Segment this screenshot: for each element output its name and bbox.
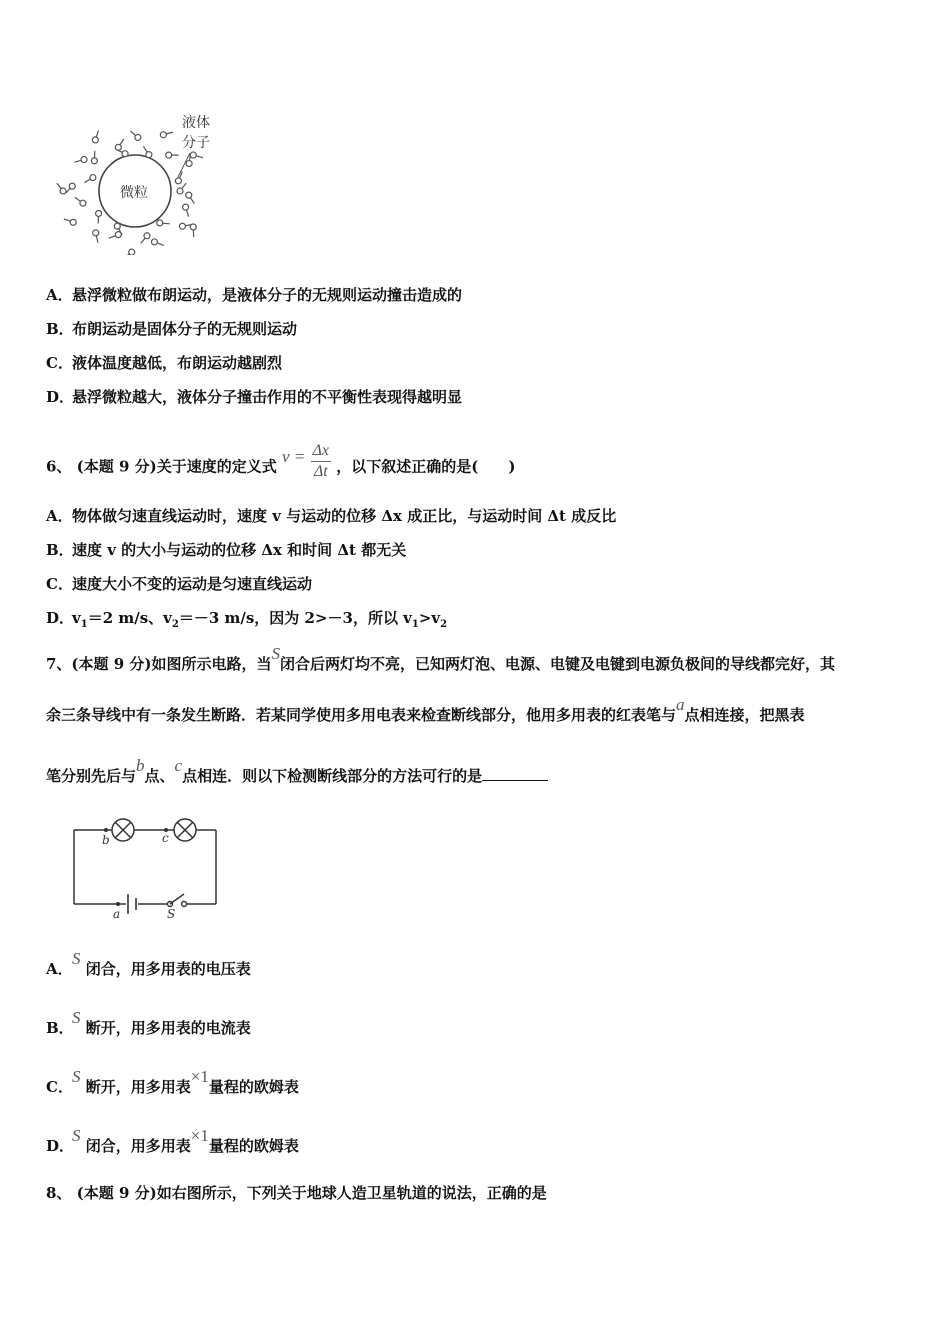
q7-option-d: D．S 闭合，用多用表×1量程的欧姆表 — [46, 1126, 299, 1155]
molecule — [175, 178, 181, 184]
q8-stem: 8、 (本题 9 分)如右图所示，下列关于地球人造卫星轨道的说法，正确的是 — [46, 1184, 547, 1202]
battery — [128, 894, 136, 914]
molecule — [183, 204, 189, 210]
q6-option-c: C．速度大小不变的运动是匀速直线运动 — [46, 575, 313, 593]
molecule — [146, 152, 152, 158]
molecule — [129, 249, 135, 255]
circuit-label-a: a — [113, 907, 121, 921]
switch — [168, 894, 187, 907]
q5-option-a: A．悬浮微粒做布朗运动，是液体分子的无规则运动撞击造成的 — [46, 286, 463, 304]
molecule — [177, 188, 183, 194]
lamp-2 — [174, 819, 196, 841]
molecule — [70, 219, 76, 225]
molecule — [80, 200, 86, 206]
q6-option-b: B．速度 v 的大小与运动的位移 Δx 和时间 Δt 都无关 — [46, 541, 407, 559]
molecule — [115, 144, 121, 150]
molecule — [179, 223, 185, 229]
molecule — [92, 137, 98, 143]
q7-option-b: B．S 断开，用多用表的电流表 — [46, 1008, 251, 1037]
circuit-label-b: b — [102, 833, 110, 847]
molecule — [93, 230, 99, 236]
molecule — [90, 175, 96, 181]
q7-option-c: C．S 断开，用多用表×1量程的欧姆表 — [46, 1067, 299, 1096]
circuit-figure — [66, 812, 241, 922]
answer-blank — [482, 766, 548, 781]
molecule — [157, 220, 163, 226]
molecule — [190, 152, 196, 158]
circuit-label-s: S — [167, 907, 176, 921]
q5-option-b: B．布朗运动是固体分子的无规则运动 — [46, 320, 298, 338]
particle-label: 微粒 — [120, 184, 148, 200]
molecule — [122, 151, 128, 157]
molecule — [135, 135, 141, 141]
q7-stem-line1: 7、(本题 9 分)如图所示电路，当S闭合后两灯均不亮，已知两灯泡、电源、电键及电键到电源负极间的导线都完好，其 — [46, 644, 836, 673]
q5-option-c: C．液体温度越低，布朗运动越剧烈 — [46, 354, 283, 372]
q7-option-a: A．S 闭合，用多用表的电压表 — [46, 949, 251, 978]
liquid-label-2: 分子 — [182, 134, 210, 150]
molecule — [144, 233, 150, 239]
molecule — [81, 157, 87, 163]
molecule — [115, 232, 121, 238]
q6-stem: 6、 (本题 9 分)关于速度的定义式 v = $\frac{\Delta x}{\Delta t}$ ，以下叙述正确的是( ) — [46, 442, 516, 480]
lamp-1 — [112, 819, 134, 841]
molecule — [69, 183, 75, 189]
q6-formula-fraction: $\frac{\Delta x}{\Delta t}$ — [312, 442, 329, 480]
molecule — [186, 161, 192, 167]
q6-option-a: A．物体做匀速直线运动时，速度 v 与运动的位移 Δx 成正比，与运动时间 Δt 成反比 — [46, 507, 617, 525]
circuit-label-c: c — [162, 831, 169, 845]
q6-option-d: D．$v_1=2$ m/s、$v_2=-3$ m/s，因为 2>－3，所以 $v_1>v_2$ — [46, 609, 448, 630]
molecule — [166, 152, 172, 158]
q6-formula-lhs: v = — [281, 446, 306, 466]
brownian-motion-figure — [50, 105, 225, 255]
molecule — [60, 188, 66, 194]
molecule — [114, 223, 120, 229]
q7-stem-line3: 笔分别先后与b点、c点相连．则以下检测断线部分的方法可行的是 — [46, 766, 548, 786]
molecule — [186, 192, 192, 198]
molecule — [96, 210, 102, 216]
q7-stem-line2: 余三条导线中有一条发生断路．若某同学使用多用电表来检查断线部分，他用多用表的红表笔与a点相连接，把黑表 — [46, 695, 805, 724]
molecule — [190, 224, 196, 230]
q5-option-d: D．悬浮微粒越大，液体分子撞击作用的不平衡性表现得越明显 — [46, 388, 463, 406]
molecule — [160, 132, 166, 138]
molecule — [91, 158, 97, 164]
molecule — [151, 239, 157, 245]
liquid-label-1: 液体 — [182, 114, 210, 130]
